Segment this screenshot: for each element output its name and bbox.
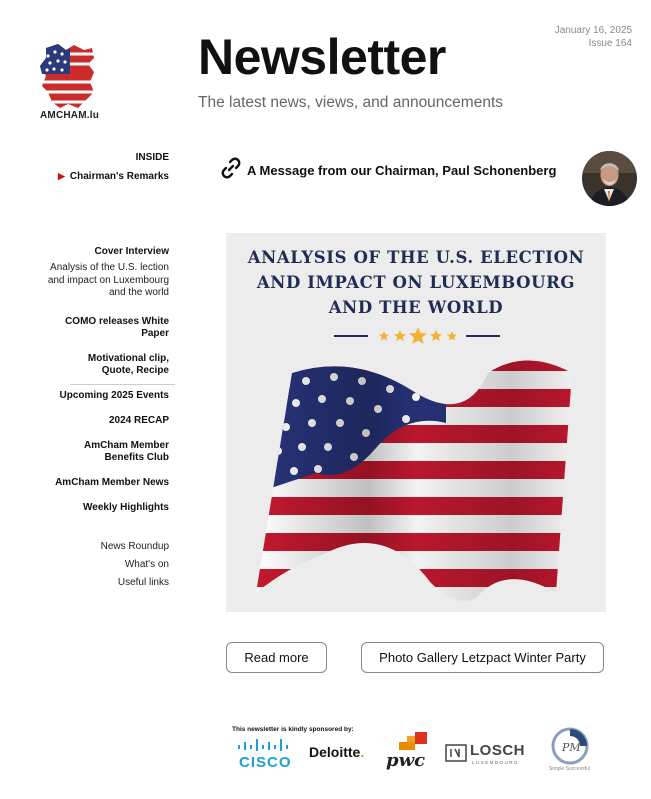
page-subtitle: The latest news, views, and announcements <box>198 94 504 111</box>
sidebar-item-motivational[interactable]: Motivational clip, Quote, Recipe <box>87 352 169 376</box>
sidebar-item-cover-interview[interactable]: Cover Interview <box>94 246 169 257</box>
photo-gallery-button[interactable]: Photo Gallery Letzpact Winter Party <box>361 642 604 673</box>
losch-subtitle: LUXEMBOURG <box>472 760 520 765</box>
pm-caption: Simple Successful <box>549 766 590 772</box>
hero-title <box>226 245 606 320</box>
sidebar-item-member-news[interactable]: AmCham Member News <box>55 476 169 488</box>
us-flag-illustration <box>256 353 576 603</box>
deloitte-dot: . <box>360 744 365 760</box>
losch-emblem-icon <box>445 744 467 762</box>
chairman-portrait <box>582 151 637 206</box>
pwc-blocks-icon <box>383 732 429 752</box>
chairman-message-link[interactable] <box>219 156 556 180</box>
pwc-logo[interactable]: pwc <box>386 750 426 771</box>
sidebar-item-label: Chairman's Remarks <box>69 171 169 182</box>
cisco-bars-icon <box>237 739 293 753</box>
sidebar-item-chairmans-remarks[interactable] <box>14 171 169 182</box>
hero-title-line: AND IMPACT ON LUXEMBOURG <box>256 273 576 292</box>
losch-logo[interactable]: LOSCH <box>470 742 525 759</box>
chairman-avatar[interactable] <box>582 151 637 206</box>
cisco-logo[interactable]: CISCO <box>239 754 292 771</box>
hero-title-line: ANALYSIS OF THE U.S. ELECTION <box>247 248 585 267</box>
pm-logo-icon[interactable] <box>550 726 590 766</box>
sidebar-nav <box>14 150 169 588</box>
chairman-message-text: A Message from our Chairman, Paul Schonenberg <box>247 162 557 178</box>
sidebar-link-useful-links[interactable]: Useful links <box>117 576 169 588</box>
deloitte-wordmark: Deloitte <box>309 744 361 760</box>
issue-date: January 16, 2025 <box>554 25 632 36</box>
sidebar-cover-description[interactable]: Analysis of the U.S. lection and impact on Luxembourg and the world <box>47 262 169 298</box>
sidebar-item-weekly-highlights[interactable]: Weekly Highlights <box>83 501 169 513</box>
sidebar-divider <box>70 384 175 385</box>
hero-title-line: AND THE WORLD <box>328 298 504 317</box>
sidebar-item-como-white-paper[interactable]: COMO releases White Paper <box>65 315 169 339</box>
hero-banner[interactable] <box>226 233 606 612</box>
amcham-flag-map-icon <box>38 42 100 110</box>
amcham-logo[interactable] <box>38 42 98 110</box>
sidebar-link-whats-on[interactable]: What's on <box>124 558 169 570</box>
sponsors-caption: This newsletter is kindly sponsored by: <box>232 726 354 733</box>
sidebar-item-member-benefits[interactable]: AmCham Member Benefits Club <box>83 439 169 463</box>
page-title: Newsletter <box>198 29 446 85</box>
arrow-right-icon: ▶ <box>57 171 65 181</box>
stars-divider-icon <box>332 325 502 347</box>
link-icon <box>219 156 243 180</box>
sidebar-link-news-roundup[interactable]: News Roundup <box>100 540 169 552</box>
issue-meta <box>555 24 632 50</box>
sidebar-item-2024-recap[interactable]: 2024 RECAP <box>108 414 169 426</box>
sidebar-item-upcoming-events[interactable]: Upcoming 2025 Events <box>59 389 169 401</box>
svg-text:PM: PM <box>562 741 581 754</box>
deloitte-logo[interactable] <box>309 744 364 760</box>
issue-number: Issue 164 <box>588 38 632 49</box>
sidebar-heading: INSIDE <box>135 152 169 163</box>
read-more-button[interactable]: Read more <box>226 642 327 673</box>
logo-text: AMCHAM.lu <box>40 110 100 121</box>
